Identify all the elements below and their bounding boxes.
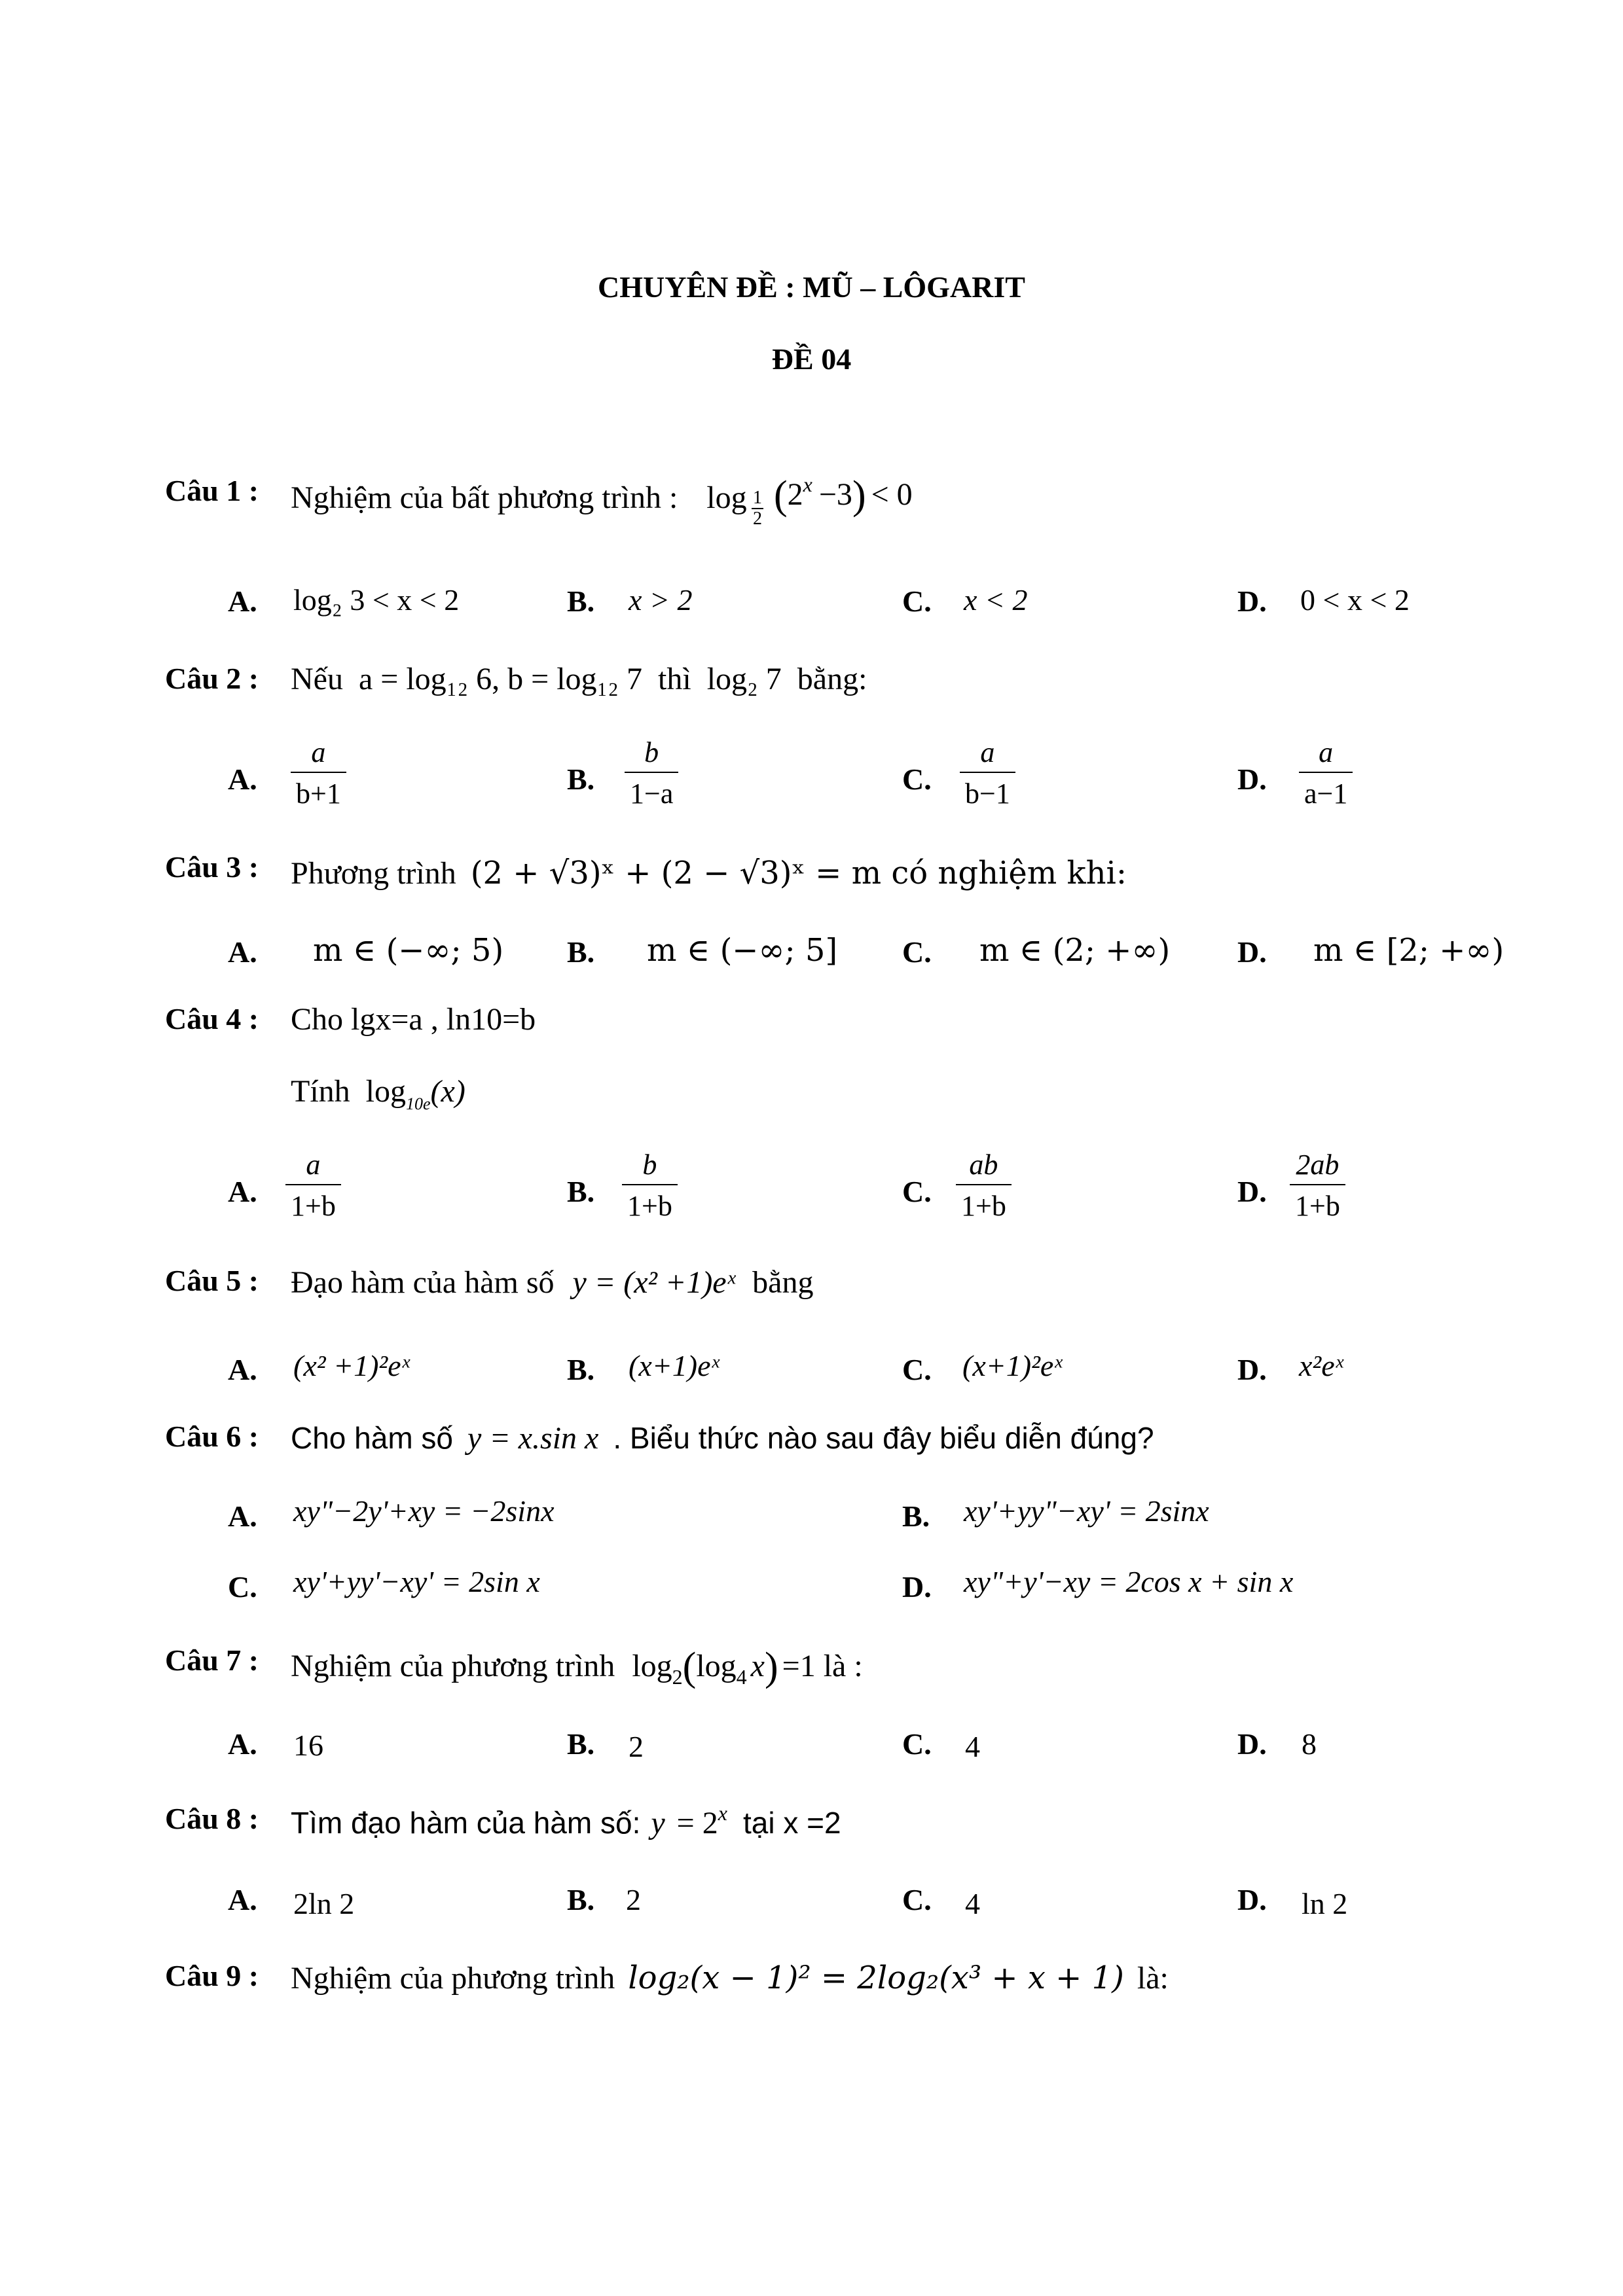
q5-label-b: B. [567, 1353, 595, 1386]
q2-option-b[interactable]: $\frac{b}{1-a}$ [625, 736, 678, 810]
q7-option-a[interactable]: 16 [293, 1729, 323, 1762]
q8-option-b[interactable]: 2 [626, 1883, 641, 1916]
q7-option-b[interactable]: 2 [629, 1730, 644, 1763]
q5-label-d: D. [1237, 1353, 1267, 1386]
q1-option-a[interactable]: log₂ 3 < x < 2 [293, 583, 460, 617]
question-7-label: Câu 7 : [165, 1643, 259, 1677]
question-1-log: log [706, 480, 747, 515]
q7-label-b: B. [567, 1727, 595, 1761]
question-4-task: Tính $\log_{10e}(x)$ [291, 1074, 465, 1113]
q4-option-b[interactable]: $\frac{b}{1+b}$ [622, 1148, 678, 1223]
question-9-stem: Nghiệm của phương trình log₂(x − 1)² = 2log₂(x³ + x + 1) là: [291, 1960, 1169, 1996]
question-3-stem: Phương trình (2 + √3)ˣ + (2 − √3)ˣ = m có nghiệm khi: [291, 855, 1127, 891]
q7-option-c[interactable]: 4 [965, 1730, 980, 1763]
q2-label-a: A. [228, 762, 257, 796]
q2-label-d: D. [1237, 762, 1267, 796]
q3-label-c: C. [902, 935, 932, 969]
question-4-stem: Cho lgx=a , ln10=b [291, 1002, 536, 1037]
question-1-text: Nghiệm của bất phương trình : [291, 480, 678, 515]
q2-option-a[interactable]: $\frac{a}{b+1}$ [291, 736, 346, 810]
q4-label-a: A. [228, 1175, 257, 1208]
q6-label-b: B. [902, 1499, 930, 1533]
q1-label-b: B. [567, 584, 595, 618]
question-1-inequality: $(2^x -3) < 0$ [774, 473, 913, 518]
q1-label-a: A. [228, 584, 257, 618]
q8-label-c: C. [902, 1883, 932, 1916]
q6-option-c[interactable]: xy'+yy'−xy' = 2sin x [293, 1565, 540, 1598]
question-4-label: Câu 4 : [165, 1002, 259, 1035]
q1-option-c[interactable]: x < 2 [964, 583, 1028, 617]
q6-label-d: D. [902, 1570, 932, 1604]
question-6-label: Câu 6 : [165, 1420, 259, 1453]
question-8-label: Câu 8 : [165, 1802, 259, 1835]
q5-option-c[interactable]: (x+1)²eˣ [962, 1349, 1063, 1382]
q1-label-d: D. [1237, 584, 1267, 618]
q3-option-d[interactable]: m ∈ [2; +∞) [1313, 932, 1504, 969]
question-3-label: Câu 3 : [165, 850, 259, 884]
q6-option-d[interactable]: xy"+y'−xy = 2cos x + sin x [964, 1565, 1294, 1598]
question-5-stem: Đạo hàm của hàm số y = (x² +1)eˣ bằng [291, 1265, 814, 1300]
q1-label-c: C. [902, 584, 932, 618]
exam-number: ĐỀ 04 [771, 342, 852, 376]
q3-label-d: D. [1237, 935, 1267, 969]
question-1-log-base: 1 2 [753, 488, 762, 529]
q5-label-c: C. [902, 1353, 932, 1386]
question-2-label: Câu 2 : [165, 662, 259, 695]
q1-option-d[interactable]: 0 < x < 2 [1300, 583, 1410, 617]
question-7-stem: Nghiệm của phương trình $\log_2(\log_4$ x) =1 là : [291, 1645, 863, 1689]
q1-option-b[interactable]: x > 2 [629, 583, 693, 617]
q7-label-d: D. [1237, 1727, 1267, 1761]
q4-label-b: B. [567, 1175, 595, 1208]
question-8-stem: Tìm đạo hàm của hàm số: $y = 2^x$ tại x =2 [291, 1801, 841, 1840]
q5-option-b[interactable]: (x+1)eˣ [629, 1349, 720, 1382]
question-9-label: Câu 9 : [165, 1959, 259, 1992]
q4-label-c: C. [902, 1175, 932, 1208]
q3-option-a[interactable]: m ∈ (−∞; 5) [313, 932, 504, 969]
q6-option-a[interactable]: xy"−2y'+xy = −2sinx [293, 1494, 555, 1528]
q5-option-d[interactable]: x²eˣ [1299, 1349, 1343, 1382]
q8-option-a[interactable]: 2ln 2 [293, 1887, 355, 1920]
q7-option-d[interactable]: 8 [1302, 1727, 1317, 1761]
question-2-stem: Nếu a = log₁₂ 6, b = log₁₂ 7 thì log₂ 7 bằng: [291, 662, 867, 696]
q4-label-d: D. [1237, 1175, 1267, 1208]
q6-option-b[interactable]: xy'+yy"−xy' = 2sinx [964, 1494, 1209, 1528]
q4-option-a[interactable]: $\frac{a}{1+b}$ [285, 1148, 341, 1223]
q2-option-d[interactable]: $\frac{a}{a-1}$ [1299, 736, 1353, 810]
q8-label-d: D. [1237, 1883, 1267, 1916]
q8-option-c[interactable]: 4 [965, 1887, 980, 1920]
question-1-stem [291, 480, 747, 516]
q8-option-d[interactable]: ln 2 [1302, 1887, 1348, 1920]
q7-label-a: A. [228, 1727, 257, 1761]
q8-label-b: B. [567, 1883, 595, 1916]
q3-option-c[interactable]: m ∈ (2; +∞) [979, 932, 1171, 969]
question-5-label: Câu 5 : [165, 1264, 259, 1297]
q5-label-a: A. [228, 1353, 257, 1386]
q4-option-d[interactable]: $\frac{2ab}{1+b}$ [1290, 1148, 1345, 1223]
q4-option-c[interactable]: $\frac{ab}{1+b}$ [956, 1148, 1012, 1223]
q7-label-c: C. [902, 1727, 932, 1761]
q6-label-a: A. [228, 1499, 257, 1533]
q3-option-b[interactable]: m ∈ (−∞; 5] [647, 932, 838, 969]
q8-label-a: A. [228, 1883, 257, 1916]
q2-option-c[interactable]: $\frac{a}{b-1}$ [960, 736, 1015, 810]
q5-option-a[interactable]: (x² +1)²eˣ [293, 1349, 410, 1382]
q2-label-b: B. [567, 762, 595, 796]
q3-label-a: A. [228, 935, 257, 969]
question-6-stem: Cho hàm số y = x.sin x . Biểu thức nào sau đây biểu diễn đúng? [291, 1421, 1154, 1456]
q6-label-c: C. [228, 1570, 257, 1604]
q3-label-b: B. [567, 935, 595, 969]
q2-label-c: C. [902, 762, 932, 796]
question-1-label: Câu 1 : [165, 474, 259, 507]
document-title: CHUYÊN ĐỀ : MŨ – LÔGARIT [598, 270, 1025, 304]
